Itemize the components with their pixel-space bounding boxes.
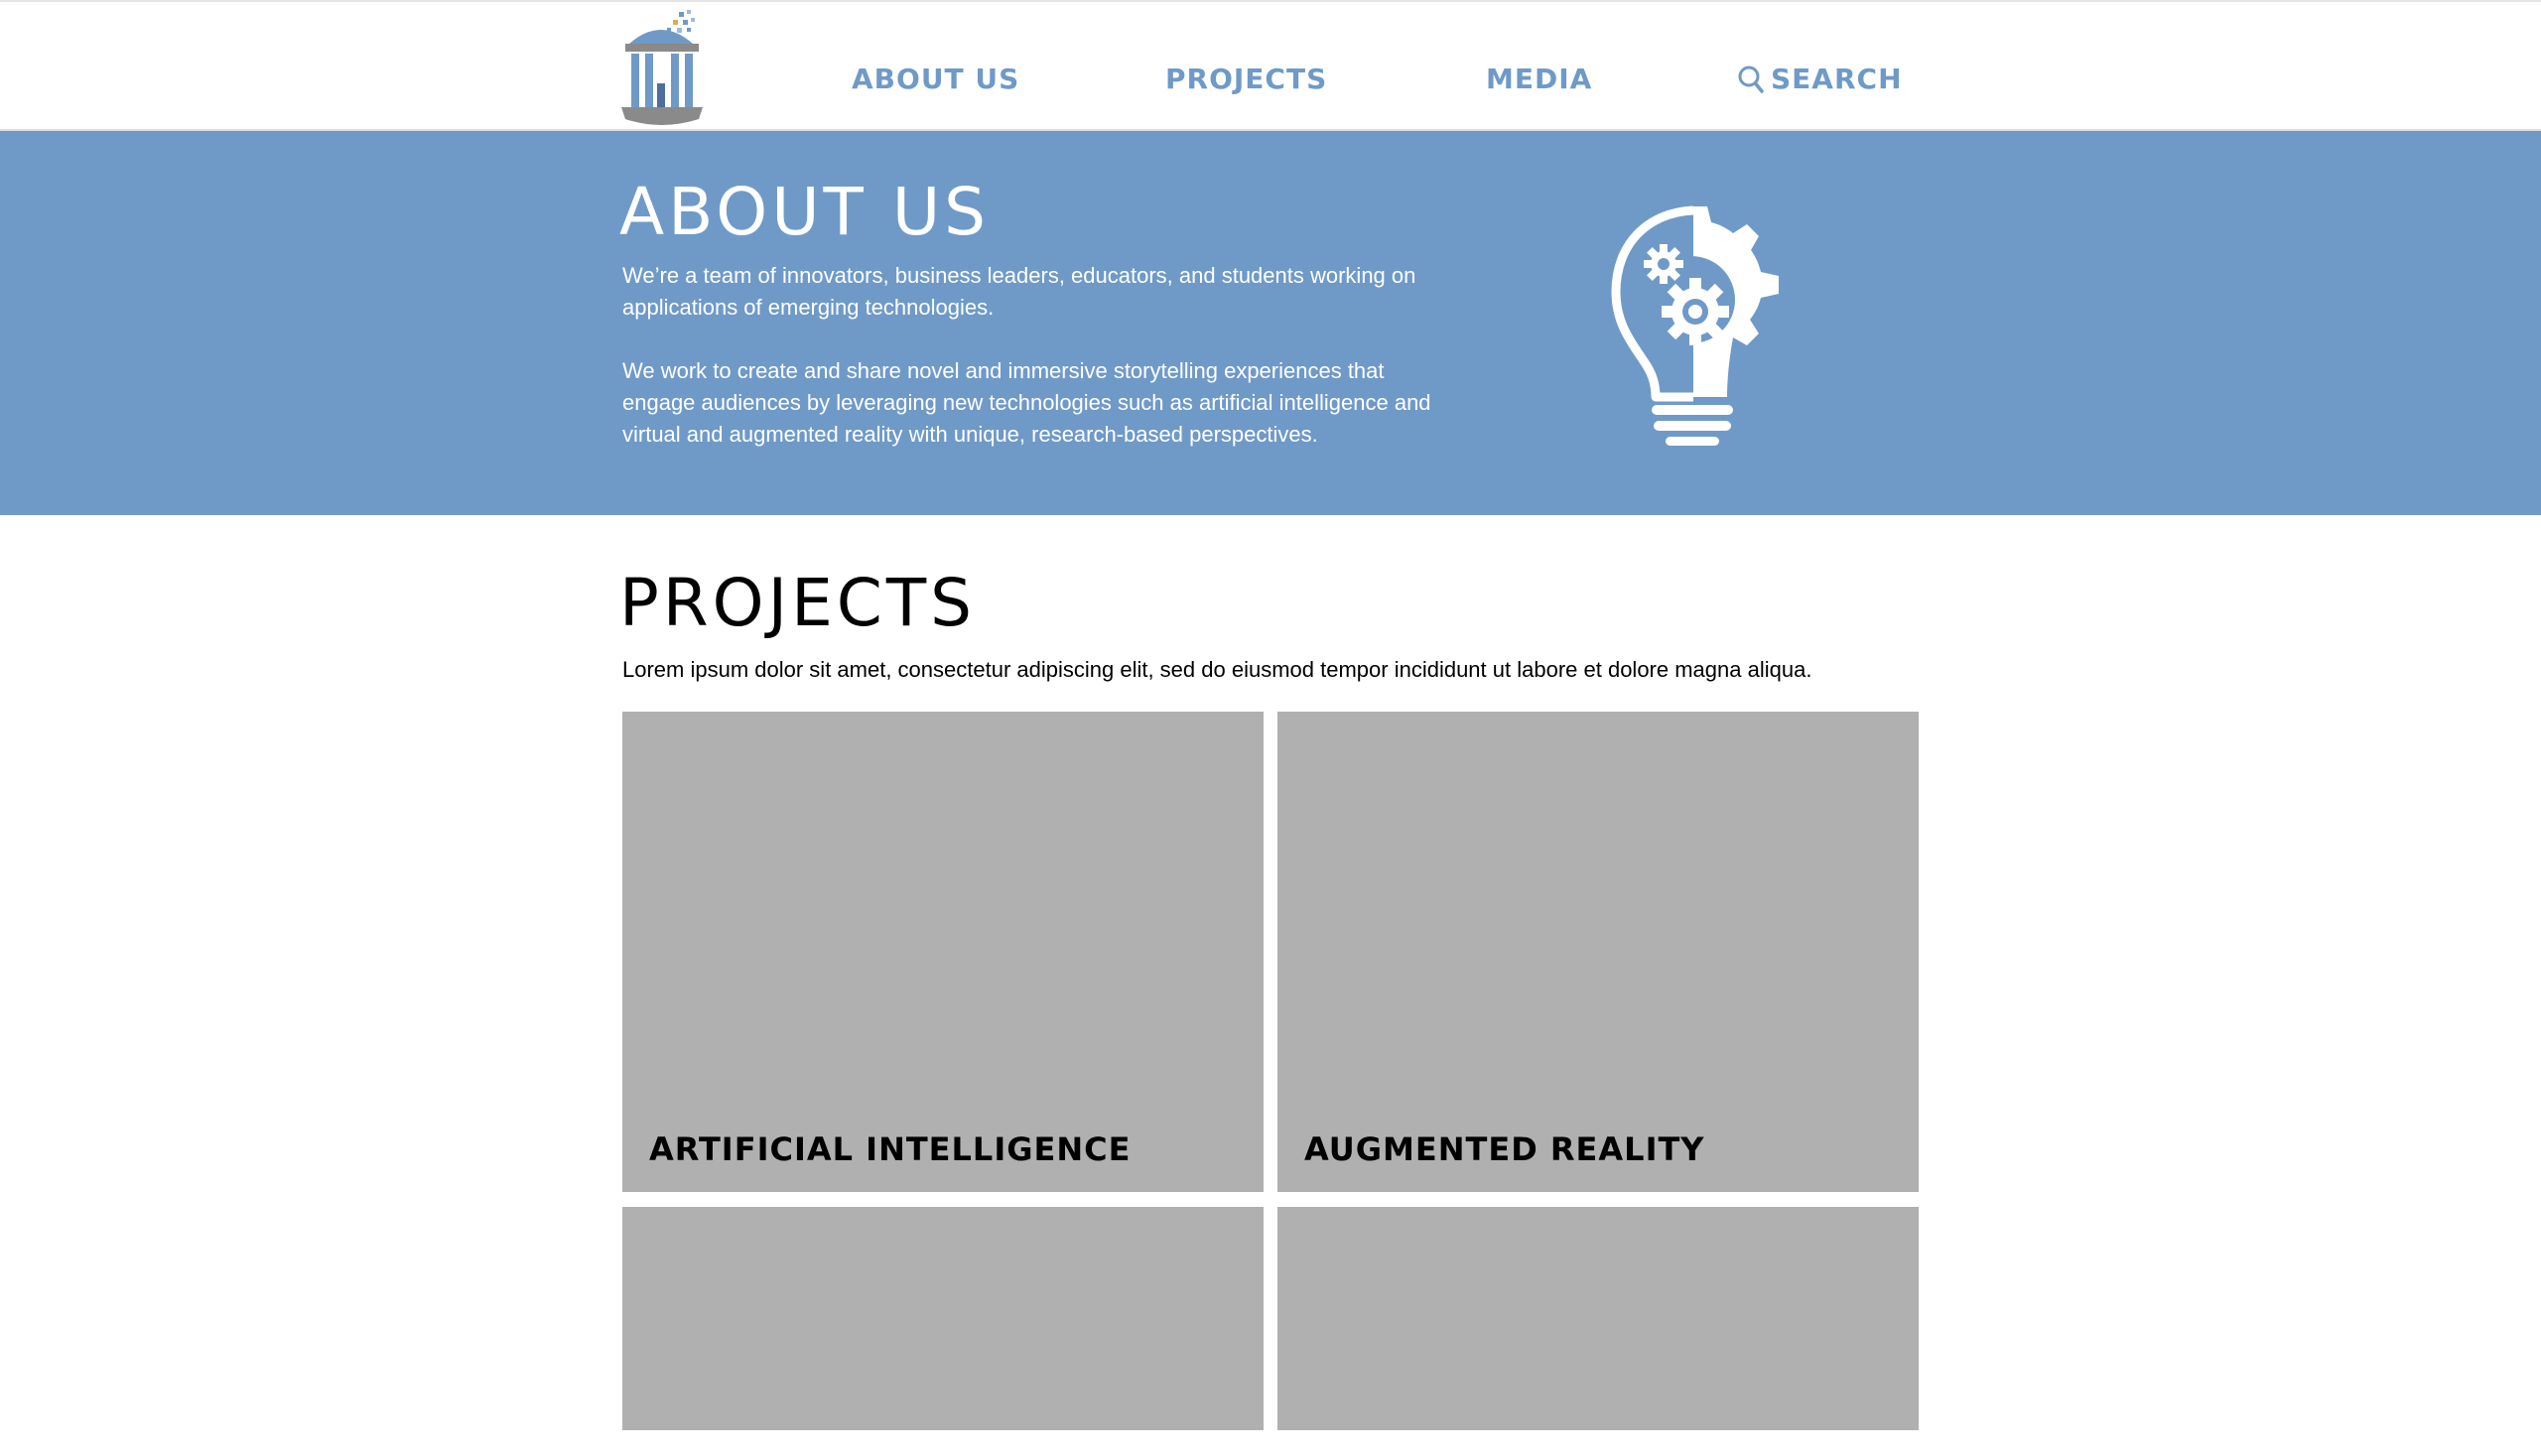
project-card-label: AUGMENTED REALITY: [1304, 1130, 1705, 1168]
nav-search[interactable]: [1737, 60, 1903, 99]
project-card-4[interactable]: [1277, 1207, 1919, 1430]
project-card-augmented-reality[interactable]: [1277, 712, 1919, 1192]
nav-about-us[interactable]: ABOUT US: [852, 63, 1020, 95]
search-icon: [1737, 65, 1765, 94]
nav-media[interactable]: MEDIA: [1486, 63, 1593, 95]
about-us-paragraph-2: We work to create and share novel and immersive storytelling experiences that engage audiences by leveraging new technologies such as artificial intelligence and virtual and augmented reality with unique, research-based perspectives.: [622, 358, 1431, 447]
about-us-title: ABOUT US: [619, 174, 991, 250]
nav-projects[interactable]: PROJECTS: [1165, 63, 1328, 95]
about-us-paragraph-1: We’re a team of innovators, business leaders, educators, and students working on applications of emerging technologies.: [622, 263, 1416, 320]
lightbulb-gear-icon: [1608, 200, 1789, 447]
site-header: [0, 0, 2541, 131]
nav-search-label: SEARCH: [1771, 63, 1903, 95]
column-building-logo-icon[interactable]: [619, 8, 711, 129]
project-card-3[interactable]: [622, 1207, 1264, 1430]
project-card-artificial-intelligence[interactable]: [622, 712, 1264, 1192]
about-us-section: [0, 131, 2541, 515]
project-card-label: ARTIFICIAL INTELLIGENCE: [649, 1130, 1132, 1168]
projects-description: Lorem ipsum dolor sit amet, consectetur adipiscing elit, sed do eiusmod tempor incididunt ut labore et dolore magna aliqua.: [622, 657, 1812, 682]
projects-title: PROJECTS: [619, 565, 977, 641]
